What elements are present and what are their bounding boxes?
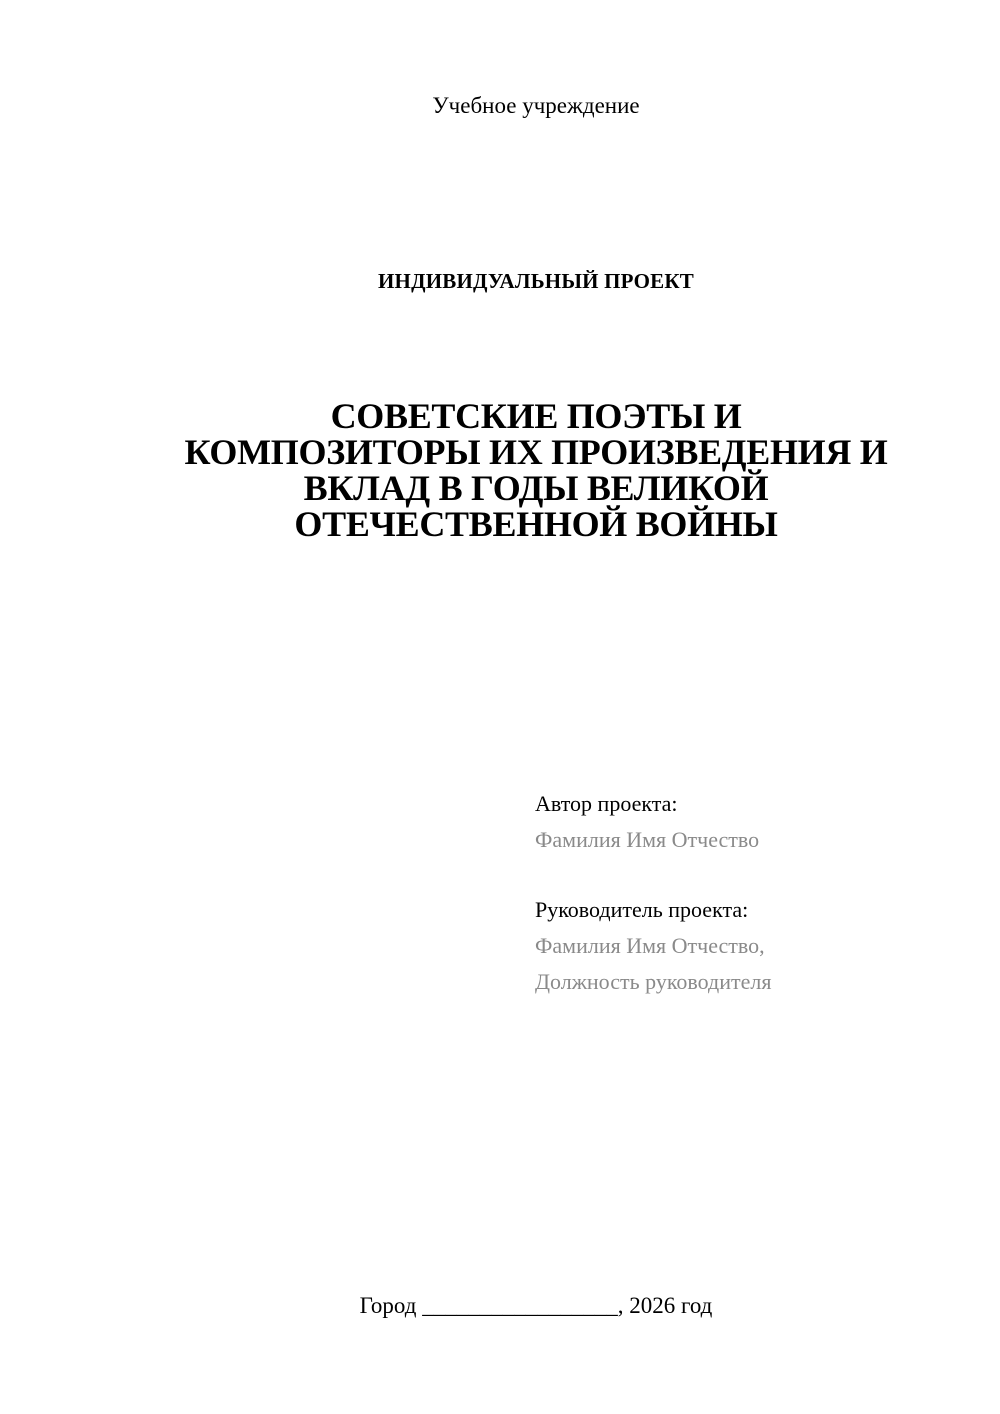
project-title-line: ОТЕЧЕСТВЕННОЙ ВОЙНЫ <box>294 504 778 544</box>
supervisor-label: Руководитель проекта: <box>535 897 749 922</box>
project-title-line: СОВЕТСКИЕ ПОЭТЫ И <box>330 396 742 436</box>
project-title-line: ВКЛАД В ГОДЫ ВЕЛИКОЙ <box>303 468 769 508</box>
institution-name: Учебное учреждение <box>432 93 640 118</box>
project-title-line: КОМПОЗИТОРЫ ИХ ПРОИЗВЕДЕНИЯ И <box>184 432 888 472</box>
project-type-heading: ИНДИВИДУАЛЬНЫЙ ПРОЕКТ <box>378 269 694 293</box>
supervisor-name-placeholder: Фамилия Имя Отчество, <box>535 933 765 958</box>
supervisor-position-placeholder: Должность руководителя <box>535 969 772 994</box>
project-title <box>130 398 942 542</box>
city-year-line: Город _________________, 2026 год <box>359 1293 713 1318</box>
author-info-block <box>535 786 975 1000</box>
block-spacer <box>535 858 975 892</box>
author-label: Автор проекта: <box>535 791 678 816</box>
author-name-placeholder: Фамилия Имя Отчество <box>535 827 760 852</box>
